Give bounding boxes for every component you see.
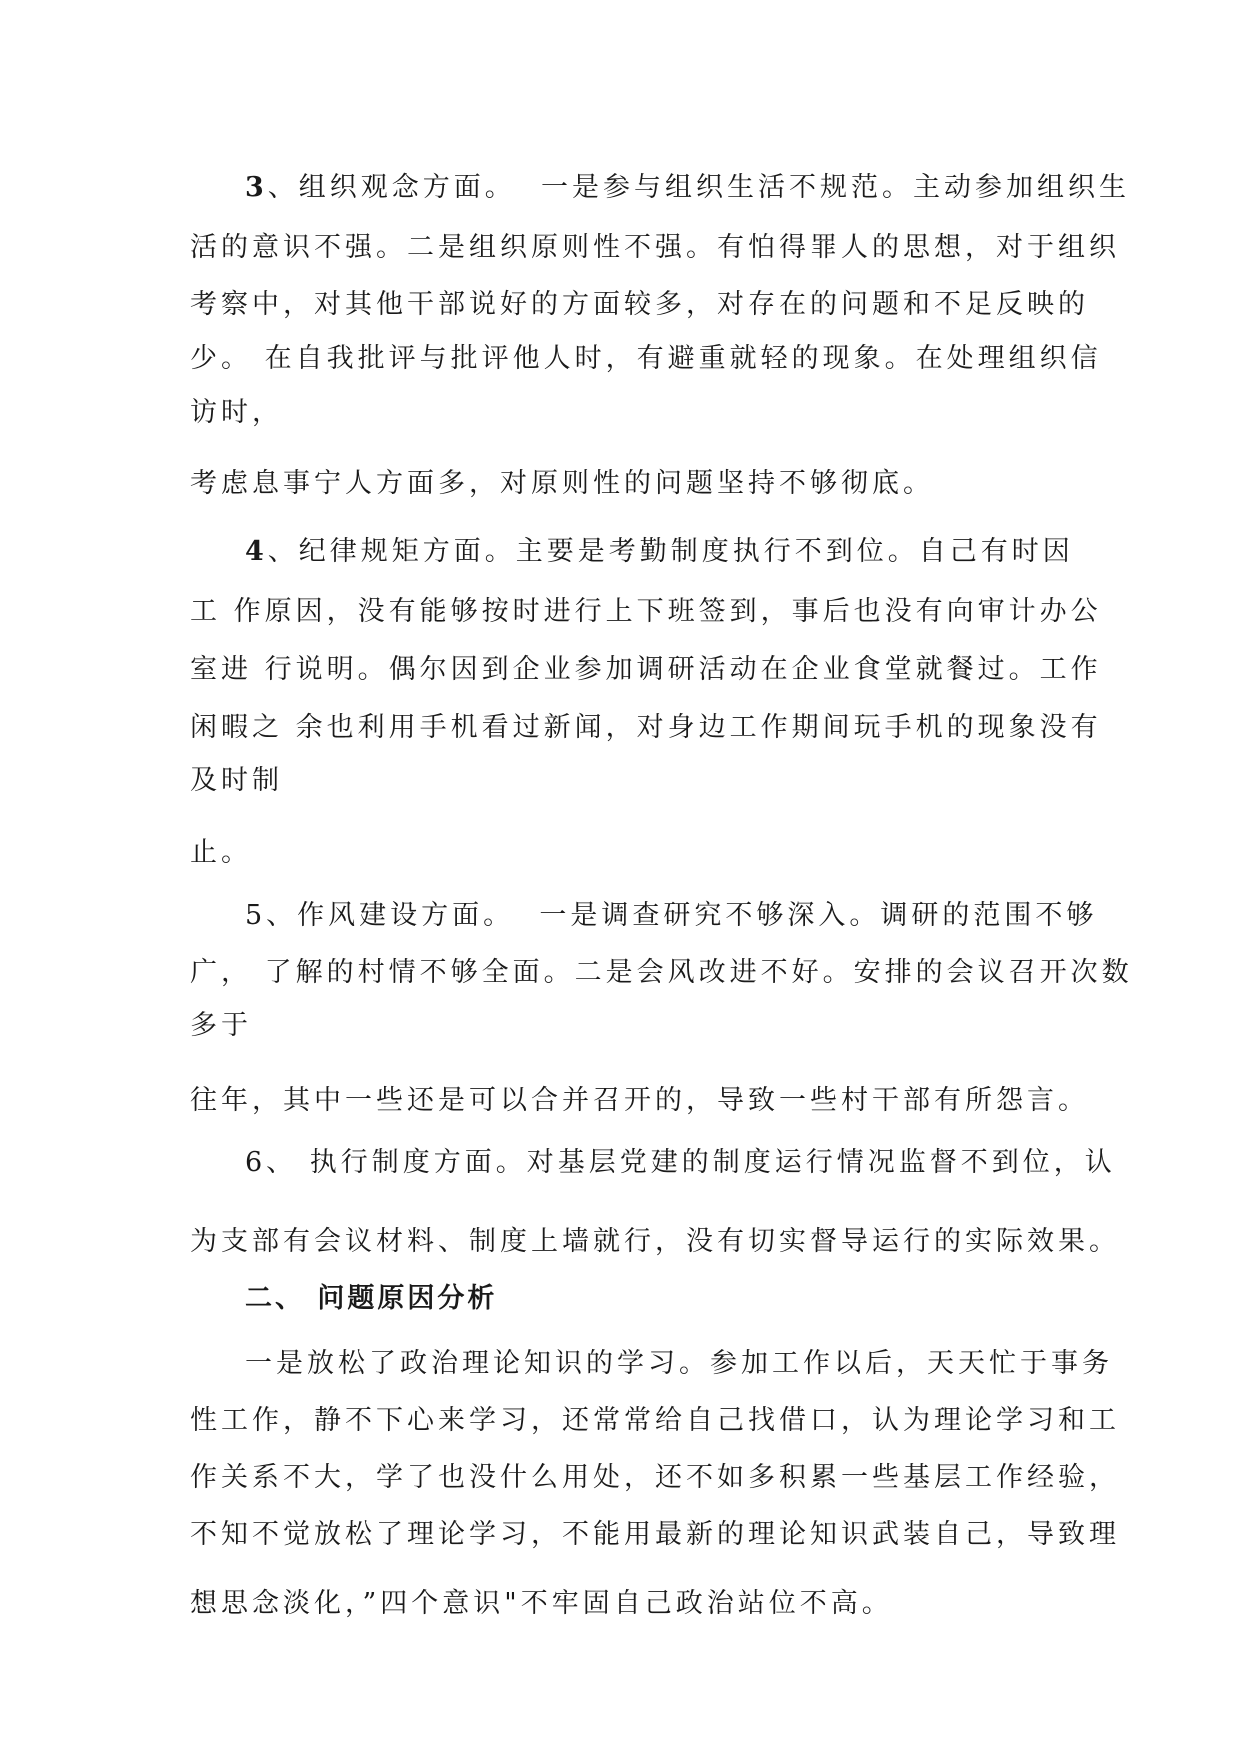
paragraph-3-line-2: 活的意识不强。二是组织原则性不强。有怕得罪人的思想，对于组织 <box>190 232 1120 263</box>
analysis-line-1: 一是放松了政治理论知识的学习。参加工作以后，天天忙于事务 <box>245 1348 1113 1379</box>
paragraph-5-line-3: 多于 <box>190 1010 252 1041</box>
paragraph-4-line-6: 止。 <box>190 837 252 868</box>
paragraph-4-line-5: 及时制 <box>190 765 283 796</box>
paragraph-6-line-1: 6、 执行制度方面。对基层党建的制度运行情况监督不到位，认 <box>245 1147 1116 1178</box>
paragraph-6-line-2: 为支部有会议材料、制度上墙就行，没有切实督导运行的实际效果。 <box>190 1226 1120 1257</box>
paragraph-3-line-4: 少。 在自我批评与批评他人时，有避重就轻的现象。在处理组织信 <box>190 343 1102 374</box>
analysis-line-5: 想思念淡化，”四个意识"不牢固自己政治站位不高。 <box>190 1588 893 1619</box>
paragraph-5-line-4: 往年，其中一些还是可以合并召开的，导致一些村干部有所怨言。 <box>190 1085 1089 1116</box>
analysis-line-2: 性工作，静不下心来学习，还常常给自己找借口，认为理论学习和工 <box>190 1405 1120 1436</box>
paragraph-4-line-4: 闲暇之 余也利用手机看过新闻，对身边工作期间玩手机的现象没有 <box>190 712 1102 743</box>
paragraph-3-line-3: 考察中，对其他干部说好的方面较多，对存在的问题和不足反映的 <box>190 289 1089 320</box>
analysis-line-3: 作关系不大，学了也没什么用处，还不如多积累一些基层工作经验， <box>190 1462 1120 1493</box>
analysis-line-4: 不知不觉放松了理论学习，不能用最新的理论知识武装自己，导致理 <box>190 1519 1120 1550</box>
paragraph-5-line-2: 广， 了解的村情不够全面。二是会风改进不好。安排的会议召开次数 <box>190 957 1133 988</box>
paragraph-3-line-1: 3、组织观念方面。 一是参与组织生活不规范。主动参加组织生 <box>245 172 1130 203</box>
paragraph-4-line-3: 室进 行说明。偶尔因到企业参加调研活动在企业食堂就餐过。工作 <box>190 654 1102 685</box>
paragraph-4-line-1: 4、纪律规矩方面。主要是考勤制度执行不到位。自己有时因 <box>245 536 1074 567</box>
paragraph-5-line-1: 5、作风建设方面。 一是调查研究不够深入。调研的范围不够 <box>245 900 1098 931</box>
paragraph-3-line-6: 考虑息事宁人方面多，对原则性的问题坚持不够彻底。 <box>190 468 934 499</box>
section-heading: 二、 问题原因分析 <box>245 1283 498 1314</box>
item-number-4: 4 <box>245 536 268 567</box>
item-number-3: 3 <box>245 172 268 203</box>
paragraph-3-line-5: 访时， <box>190 397 283 428</box>
paragraph-4-line-2: 工 作原因，没有能够按时进行上下班签到，事后也没有向审计办公 <box>190 596 1102 627</box>
